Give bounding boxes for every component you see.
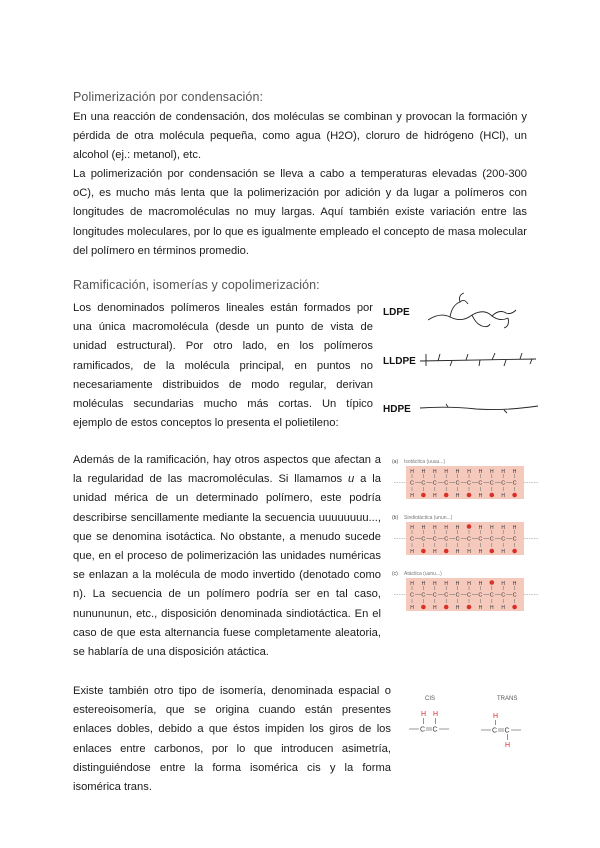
substituent-r [512,493,517,498]
trans-c1: C [492,727,498,735]
paragraph-condensation-1: En una reacción de condensación, dos moléculas se combinan y provocan la formación y pérdida de otra molécula pequeña, como agua (H2O), cloruro de hidrógeno (HCl), un alcohol (ej.: metanol), etc. [73,111,527,162]
atom-carbon: C [512,480,517,487]
atom-hydrogen: H [501,549,506,555]
atom-hydrogen: H [433,469,437,475]
atom-hydrogen: H [455,469,460,475]
unit-symbol: u [348,473,355,486]
atom-hydrogen: H [455,525,460,531]
atom-hydrogen: H [490,525,494,531]
cis-trans-figure [405,690,540,760]
atom-hydrogen: H [501,469,506,475]
tacticity-figure [392,455,540,625]
atom-carbon: C [467,592,471,599]
panel-caption: Sindiotáctica (unun...) [404,515,453,521]
substituent-r [421,549,426,554]
atom-carbon: C [432,536,437,543]
atom-hydrogen: H [478,493,483,499]
tacticity-panel-2 [392,571,538,611]
atom-hydrogen: H [410,581,414,587]
atom-hydrogen: H [455,493,460,499]
substituent-r [490,549,495,554]
ldpe-chain [428,293,516,328]
atom-hydrogen: H [478,525,483,531]
atom-hydrogen: H [410,493,414,499]
substituent-r [490,493,495,498]
atom-carbon: C [410,592,414,599]
atom-hydrogen: H [433,549,437,555]
atom-carbon: C [467,536,471,543]
section-title-condensation: Polimerización por condensación: [73,90,264,104]
atom-hydrogen: H [410,549,414,555]
paragraph-stereoisomerism: Existe también otro tipo de isomería, denominada espacial o estereoisomería, que se origina cuando están presentes enlaces dobles, debido a que éstos impiden los giros de los enlaces entre carbonos, por lo que introducen asimetría, distinguiéndose entre la forma isomérica cis y la forma isomérica trans. [73,685,391,794]
atom-hydrogen: H [512,469,517,475]
atom-hydrogen: H [433,525,437,531]
cis-c1: C [420,726,426,734]
atom-hydrogen: H [433,605,437,611]
atom-hydrogen: H [455,581,460,587]
atom-hydrogen: H [421,525,426,531]
atom-carbon: C [421,536,426,543]
paragraph-tacticity [73,451,381,662]
atom-hydrogen: H [478,581,483,587]
atom-carbon: C [455,536,460,543]
substituent-r [444,605,449,610]
atom-carbon: C [432,592,437,599]
trans-c2: C [504,727,510,735]
tacticity-text-a: Además de la ramificación, hay otros aspectos que afectan a la regularidad de las macromoléculas. Si llamamos [73,454,381,486]
atom-hydrogen: H [410,605,414,611]
atom-hydrogen: H [490,605,494,611]
polyethylene-figure [380,290,540,420]
trans-h2: H [505,742,511,749]
substituent-r [512,605,517,610]
substituent-r [421,605,426,610]
substituent-r [444,549,449,554]
substituent-r [467,524,472,529]
atom-carbon: C [410,480,414,487]
atom-hydrogen: H [478,469,483,475]
atom-carbon: C [467,480,471,487]
atom-carbon: C [489,536,494,543]
atom-hydrogen: H [490,469,494,475]
atom-carbon: C [478,536,483,543]
atom-hydrogen: H [467,469,471,475]
substituent-r [490,580,495,585]
hdpe-chain [420,404,538,413]
atom-hydrogen: H [501,605,506,611]
tacticity-panel-1 [392,515,538,555]
atom-carbon: C [478,592,483,599]
tacticity-text-b: a la unidad mérica de un determinado polímero, este podría describirse sencillamente mediante la secuencia uuuuuuuu..., que se denomina isotáctica. No obstante, a menudo sucede que, en el proceso de polimerización las unidades numéricas se enlazan a la molécula de modo invertido (denotado como n). La secuencia de un polímero podría ser en tal caso, nunununun, etc., disposición denominada sindiotáctica. En el caso de que esta alternancia fuese completamente aleatoria, se hablaría de una disposición atáctica. [73,473,381,659]
panel-letter: (b) [392,515,399,521]
atom-hydrogen: H [444,581,449,587]
atom-hydrogen: H [501,581,506,587]
panel-caption: Atáctica (uunu...) [404,571,442,577]
atom-hydrogen: H [455,605,460,611]
atom-hydrogen: H [478,549,483,555]
hdpe-label: HDPE [383,404,411,415]
atom-carbon: C [489,592,494,599]
atom-carbon: C [421,480,426,487]
atom-carbon: C [489,480,494,487]
lldpe-label: LLDPE [383,356,416,367]
atom-hydrogen: H [467,549,471,555]
panel-caption: Isotáctica (uuuu...) [404,459,446,465]
atom-carbon: C [501,592,506,599]
atom-carbon: C [455,592,460,599]
tacticity-panel-0 [392,459,538,499]
atom-carbon: C [410,536,414,543]
panel-letter: (c) [392,571,398,577]
paragraph-branching-1: Los denominados polímeros lineales están formados por una única macromolécula (desde un punto de vista de unidad estructural). Por otro lado, en los polímeros ramificados, de la molécula principal, en puntos no necesariamente distribuidos de modo regular, derivan moléculas secundarias mucho más cortas. Un típico ejemplo de estos conceptos lo presenta el polietileno: [73,302,373,430]
cis-c2: C [432,726,438,734]
cis-label: CIS [425,696,436,702]
panel-letter: (a) [392,459,399,465]
atom-carbon: C [512,536,517,543]
atom-carbon: C [455,480,460,487]
atom-hydrogen: H [444,469,449,475]
trans-structure [481,713,521,749]
atom-hydrogen: H [512,525,517,531]
cis-h2: H [433,711,439,718]
substituent-r [467,605,472,610]
atom-hydrogen: H [410,469,414,475]
atom-hydrogen: H [478,605,483,611]
atom-hydrogen: H [410,525,414,531]
atom-carbon: C [478,480,483,487]
atom-hydrogen: H [501,493,506,499]
substituent-r [512,549,517,554]
section-title-branching: Ramificación, isomerías y copolimerización: [73,278,320,292]
atom-carbon: C [421,592,426,599]
atom-hydrogen: H [501,525,506,531]
substituent-r [421,493,426,498]
atom-hydrogen: H [467,581,471,587]
ldpe-label: LDPE [383,307,410,318]
atom-carbon: C [444,480,449,487]
lldpe-chain [420,353,536,366]
atom-hydrogen: H [455,549,460,555]
atom-carbon: C [501,480,506,487]
paragraph-condensation-2: La polimerización por condensación se lleva a cabo a temperaturas elevadas (200-300 oC), es mucho más lenta que la polimerización por adición y da lugar a polímeros con longitudes de macromoléculas no muy largas. Aquí también existe variación entre las longitudes moleculares, por lo que es igualmente empleado el concepto de masa molecular del polímero en términos promedio. [73,168,527,257]
substituent-r [467,493,472,498]
atom-hydrogen: H [512,581,517,587]
cis-h1: H [421,711,427,718]
atom-hydrogen: H [433,493,437,499]
atom-hydrogen: H [421,469,426,475]
atom-carbon: C [432,480,437,487]
atom-carbon: C [501,536,506,543]
atom-carbon: C [444,536,449,543]
atom-hydrogen: H [433,581,437,587]
atom-hydrogen: H [444,525,449,531]
atom-carbon: C [512,592,517,599]
substituent-r [444,493,449,498]
atom-carbon: C [444,592,449,599]
trans-label: TRANS [497,696,518,702]
cis-structure [409,711,449,734]
trans-h1: H [493,713,499,720]
atom-hydrogen: H [421,581,426,587]
